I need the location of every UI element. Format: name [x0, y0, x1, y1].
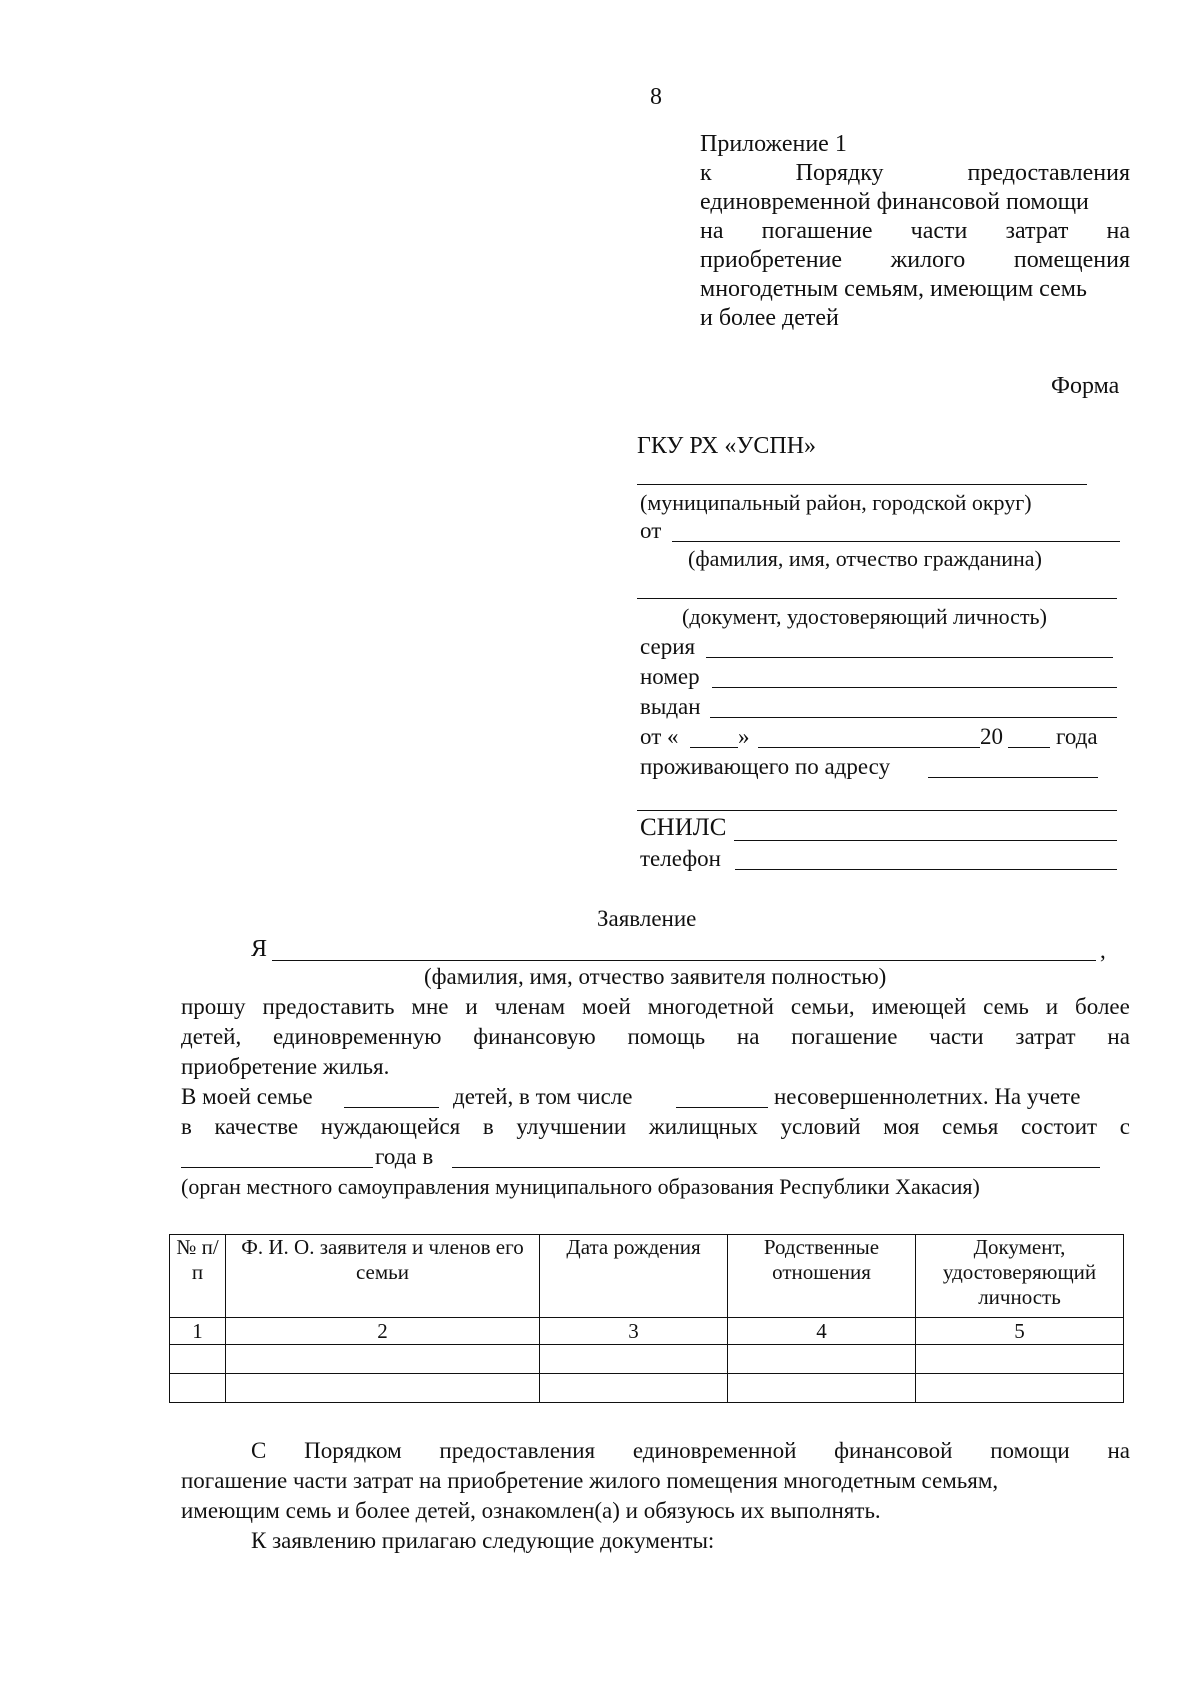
number-label: номер	[640, 664, 700, 689]
table-cell[interactable]	[170, 1345, 226, 1374]
closing-para-2: К заявлению прилагаю следующие документы:	[251, 1528, 715, 1553]
para1-line-1: прошу предоставить мне и членам моей многодетной семьи, имеющей семь и более	[181, 994, 1130, 1019]
table-cell[interactable]	[540, 1345, 728, 1374]
series-label: серия	[640, 634, 696, 659]
date-year-field[interactable]	[1008, 747, 1050, 748]
organization-name: ГКУ РХ «УСПН»	[637, 433, 817, 459]
table-cell[interactable]	[540, 1374, 728, 1403]
header-number: № п/п	[170, 1235, 226, 1318]
column-number: 4	[728, 1318, 916, 1345]
table-header-row	[170, 1235, 1124, 1318]
para2-line-3-text: года в	[375, 1144, 434, 1169]
closing-line-1: С Порядком предоставления единовременной финансовой помощи на	[251, 1438, 1130, 1463]
table-numbers-row	[170, 1318, 1124, 1345]
minors-count-field[interactable]	[676, 1107, 768, 1108]
municipality-caption: (муниципальный район, городской округ)	[640, 490, 1032, 515]
header-relation: Родственные отношения	[728, 1235, 916, 1318]
address-field-2[interactable]	[637, 810, 1117, 811]
applicant-caption: (фамилия, имя, отчество заявителя полностью)	[424, 964, 887, 989]
from-label: от	[640, 518, 662, 543]
appendix-line-4: приобретение жилого помещения	[700, 247, 1130, 273]
local-authority-caption: (орган местного самоуправления муниципального образования Республики Хакасия)	[181, 1174, 980, 1199]
municipality-field[interactable]	[637, 484, 1087, 485]
year-prefix: 20	[980, 724, 1003, 749]
header-document: Документ, удостоверяющий личность	[916, 1235, 1124, 1318]
snils-label: СНИЛС	[640, 814, 727, 841]
closing-line-3: имеющим семь и более детей, ознакомлен(а) и обязуюсь их выполнять.	[181, 1498, 881, 1523]
page-number: 8	[650, 84, 662, 110]
para2-text-b: детей, в том числе	[453, 1084, 633, 1109]
date-prefix: от «	[640, 724, 679, 749]
form-label: Форма	[1051, 373, 1120, 399]
snils-field[interactable]	[734, 840, 1117, 841]
issued-field[interactable]	[710, 717, 1117, 718]
family-members-table	[169, 1234, 1124, 1403]
applicant-name-field[interactable]	[272, 960, 1096, 961]
issued-label: выдан	[640, 694, 701, 719]
header-birth-date: Дата рождения	[540, 1235, 728, 1318]
fio-caption: (фамилия, имя, отчество гражданина)	[688, 546, 1042, 571]
appendix-line-6: и более детей	[700, 305, 839, 331]
document-field[interactable]	[637, 598, 1117, 599]
from-field[interactable]	[672, 541, 1120, 542]
address-label: проживающего по адресу	[640, 754, 891, 779]
para2-line-2: в качестве нуждающейся в улучшении жилищных условий моя семья состоит с	[181, 1114, 1130, 1139]
table-cell[interactable]	[728, 1374, 916, 1403]
column-number: 3	[540, 1318, 728, 1345]
date-day-field[interactable]	[690, 747, 738, 748]
address-field-1[interactable]	[928, 777, 1098, 778]
column-number: 5	[916, 1318, 1124, 1345]
column-number: 1	[170, 1318, 226, 1345]
table-cell[interactable]	[226, 1345, 540, 1374]
table-cell[interactable]	[170, 1374, 226, 1403]
appendix-line-2: единовременной финансовой помощи	[700, 189, 1089, 215]
table-row	[170, 1345, 1124, 1374]
number-field[interactable]	[712, 687, 1117, 688]
comma: ,	[1100, 938, 1106, 963]
appendix-line-3: на погашение части затрат на	[700, 218, 1130, 244]
closing-line-2: погашение части затрат на приобретение жилого помещения многодетным семьям,	[181, 1468, 999, 1493]
i-label: Я	[251, 936, 268, 962]
para2-text-a: В моей семье	[181, 1084, 313, 1109]
table-cell[interactable]	[728, 1345, 916, 1374]
local-authority-field[interactable]	[452, 1167, 1100, 1168]
para2-text-c: несовершеннолетних. На учете	[774, 1084, 1081, 1109]
appendix-line-5: многодетным семьям, имеющим семь	[700, 276, 1087, 302]
series-field[interactable]	[706, 657, 1113, 658]
table-cell[interactable]	[916, 1345, 1124, 1374]
children-count-field[interactable]	[344, 1107, 439, 1108]
table-cell[interactable]	[916, 1374, 1124, 1403]
appendix-line-1: к Порядку предоставления	[700, 160, 1130, 186]
date-mid: »	[738, 724, 750, 749]
document-caption: (документ, удостоверяющий личность)	[682, 604, 1047, 629]
para1-line-2: детей, единовременную финансовую помощь на погашение части затрат на	[181, 1024, 1130, 1049]
appendix-block	[700, 130, 1130, 333]
statement-title: Заявление	[597, 906, 697, 931]
table-cell[interactable]	[226, 1374, 540, 1403]
registration-date-field[interactable]	[181, 1167, 373, 1168]
appendix-title: Приложение 1	[700, 131, 847, 157]
column-number: 2	[226, 1318, 540, 1345]
table-row	[170, 1374, 1124, 1403]
year-suffix: года	[1056, 724, 1098, 749]
para1-line-3: приобретение жилья.	[181, 1054, 390, 1079]
date-month-field[interactable]	[758, 747, 980, 748]
phone-field[interactable]	[735, 869, 1117, 870]
phone-label: телефон	[640, 846, 721, 871]
header-fio: Ф. И. О. заявителя и членов его семьи	[226, 1235, 540, 1318]
